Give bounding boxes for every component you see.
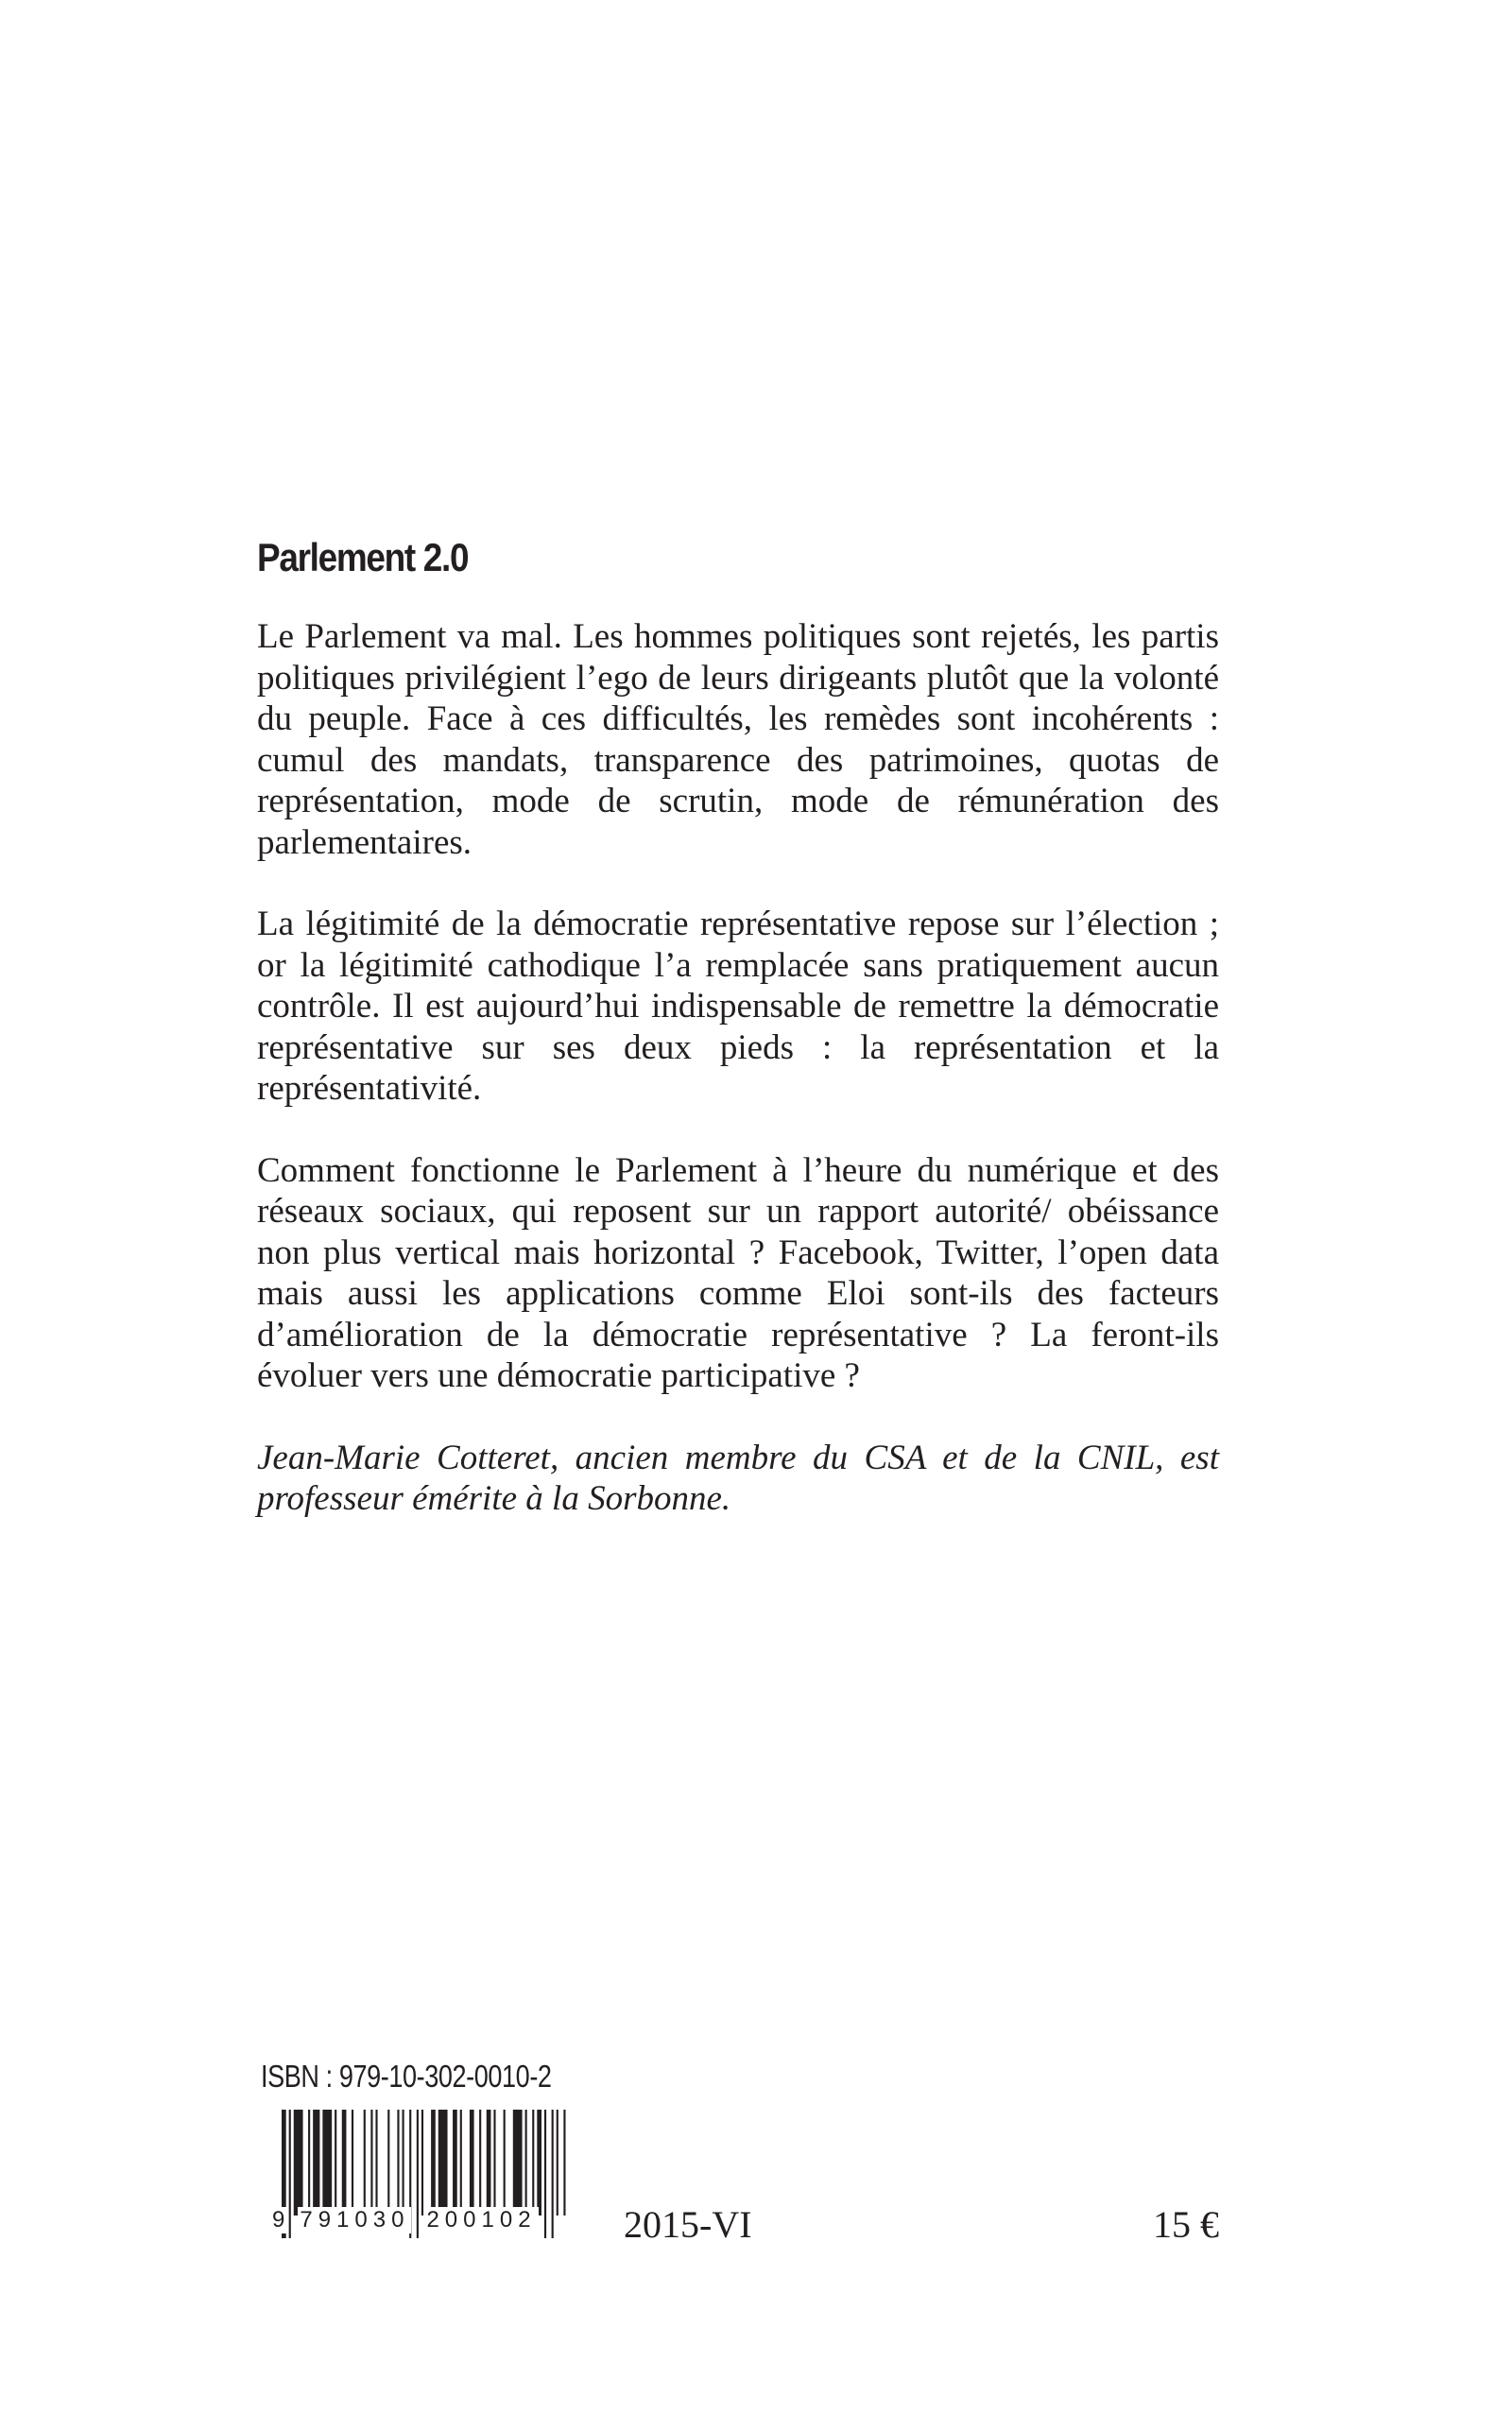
author-bio: Jean-Marie Cotteret, ancien membre du CSA et de la CNIL, est professeur émérite à la Sorbonne. [257, 1438, 1219, 1518]
barcode-bar [460, 2110, 462, 2216]
barcode-bar [504, 2110, 506, 2216]
barcode-bar [397, 2110, 399, 2216]
barcode-bar [335, 2110, 336, 2216]
barcode-bar [322, 2110, 332, 2216]
barcode-bar [294, 2110, 303, 2216]
barcode-bar [431, 2110, 436, 2216]
barcode-bar [364, 2110, 366, 2216]
back-cover-blurb [257, 616, 1219, 1560]
barcode-bar [557, 2110, 558, 2216]
barcode-bar [525, 2110, 527, 2216]
barcode-digit-first: 9 [272, 2207, 285, 2233]
barcode-bar [470, 2110, 474, 2216]
barcode-digits-right: 200102 [426, 2207, 537, 2233]
edition-code: 2015-VI [624, 2203, 752, 2246]
barcode-bar [387, 2110, 389, 2216]
barcode-digits-left: 791030 [300, 2207, 410, 2233]
price: 15 € [1153, 2203, 1219, 2246]
barcode-bar [513, 2110, 523, 2216]
barcode-bar [438, 2110, 448, 2216]
barcode-bar [453, 2110, 457, 2216]
barcode-bar [375, 2110, 377, 2216]
paragraph: Le Parlement va mal. Les hommes politiques sont rejetés, les partis politiques privilégient l’ego de leurs dirigeants plutôt que la volonté du peuple. Face à ces difficultés, les remèdes sont incohérents : cumul des mandats, transparence des patrimoines, quotas de représentation, mode de scrutin, mode de rémunération des parlementaires. [257, 617, 1219, 862]
paragraph: Comment fonctionne le Parlement à l’heure du numérique et des réseaux sociaux, qui reposent sur un rapport autorité/ obéissance non plus vertical mais horizontal ? Facebook, Twitter, l’open data mais aussi les applications comme Eloi sont-ils des facteurs d’amélioration de la démocratie représentative ? La feront-ils évoluer vers une démocratie participative ? [257, 1150, 1219, 1395]
isbn-label: ISBN : 979-10-302-0010-2 [261, 2059, 552, 2094]
barcode-bar [403, 2110, 404, 2216]
paragraph: La légitimité de la démocratie représentative repose sur l’élection ; or la légitimité cathodique l’a remplacée sans pratiquement aucun contrôle. Il est aujourd’hui indispensable de remettre la démocratie représentative sur ses deux pieds : la représentation et la représentativité. [257, 905, 1219, 1108]
barcode-bar [487, 2110, 491, 2216]
barcode-digits [270, 2207, 596, 2233]
barcode-bar [308, 2110, 310, 2216]
barcode-bar [313, 2110, 319, 2216]
barcode-bar [342, 2110, 347, 2216]
barcode-bar [532, 2110, 534, 2216]
barcode-bar [537, 2110, 541, 2216]
barcode-bar [493, 2110, 495, 2216]
barcode-bar [421, 2110, 423, 2216]
barcode-bar [370, 2110, 372, 2216]
barcode-bar [352, 2110, 353, 2216]
barcode-bar [479, 2110, 481, 2216]
book-title: Parlement 2.0 [257, 535, 469, 579]
barcode-bar [563, 2110, 565, 2216]
